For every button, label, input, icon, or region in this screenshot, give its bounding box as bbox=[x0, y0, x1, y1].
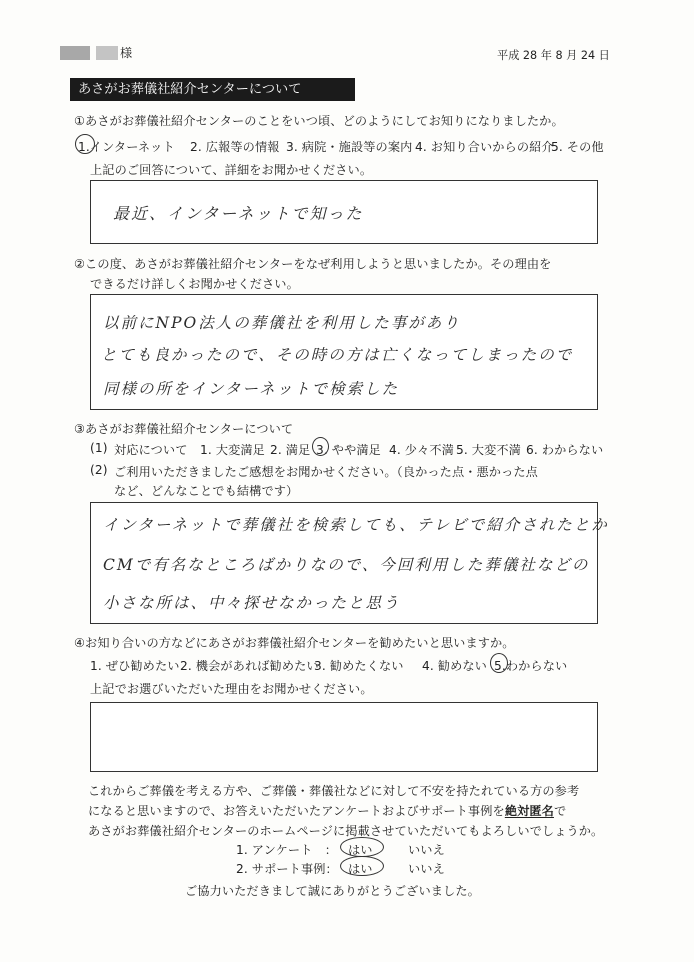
q3-sub1-label: (1) bbox=[90, 441, 108, 455]
q1-followup: 上記のご回答について、詳細をお聞かせください。 bbox=[90, 163, 373, 177]
q3-sub2-line2: など、どんなことでも結構です） bbox=[114, 484, 299, 498]
q3-option-2: 2. 満足 bbox=[270, 443, 311, 457]
q2-answer-box[interactable] bbox=[90, 294, 598, 410]
q3-selected-circle bbox=[312, 437, 329, 456]
q3-option-4: 4. 少々不満 bbox=[389, 443, 454, 457]
q1-option-4: 4. お知り合いからの紹介 bbox=[415, 140, 554, 154]
closing-line3: あさがお葬儀社紹介センターのホームページに掲載させていただいてもよろしいでしょうか。 bbox=[88, 824, 604, 838]
q1-question: ①あさがお葬儀社紹介センターのことをいつ頃、どのようにしてお知りになりましたか。 bbox=[74, 114, 564, 128]
q4-option-4: 4. 勧めない bbox=[422, 659, 487, 673]
consent-anket-yes[interactable]: はい bbox=[348, 843, 373, 857]
closing-line2 bbox=[88, 802, 566, 819]
consent-anket-circle bbox=[340, 837, 384, 857]
q1-option-3: 3. 病院・施設等の案内 bbox=[286, 140, 413, 154]
closing-line1: これからご葬儀を考える方や、ご葬儀・葬儀社などに対して不安を持たれている方の参考 bbox=[88, 784, 580, 798]
q3-option-3: 3. やや満足 bbox=[316, 443, 381, 457]
q1-option-1: 1.インターネット bbox=[78, 140, 175, 154]
consent-anket-no[interactable]: いいえ bbox=[408, 843, 445, 857]
q4-answer-box[interactable] bbox=[90, 702, 598, 772]
q1-answer-text: 最近、インターネットで知った bbox=[113, 204, 364, 223]
section-title: あさがお葬儀社紹介センターについて bbox=[70, 78, 355, 101]
closing-line2-a: になると思いますので、お答えいただいたアンケートおよびサポート事例を bbox=[88, 804, 505, 818]
q2-answer-line: とても良かったので、その時の方は亡くなってしまったので bbox=[101, 346, 574, 364]
redacted-name-part bbox=[96, 46, 118, 60]
q3-option-1: 1. 大変満足 bbox=[200, 443, 265, 457]
q3-option-5: 5. 大変不満 bbox=[456, 443, 521, 457]
closing-anonymous: 絶対匿名 bbox=[504, 804, 554, 818]
consent-support-label: 2. サポート事例： bbox=[236, 862, 338, 876]
q4-option-5: 5.わからない bbox=[494, 659, 568, 673]
q2-question-line2: できるだけ詳しくお聞かせください。 bbox=[90, 277, 299, 291]
consent-anket-label: 1. アンケート ： bbox=[236, 843, 338, 857]
q3-answer-line: 小さな所は、中々探せなかったと思う bbox=[103, 594, 401, 612]
q2-question-line1: ②この度、あさがお葬儀社紹介センターをなぜ利用しようと思いましたか。その理由を bbox=[74, 257, 552, 271]
name-suffix: 様 bbox=[120, 46, 133, 60]
q4-option-2: 2. 機会があれば勧めたい bbox=[180, 659, 319, 673]
q4-option-3: 3. 勧めたくない bbox=[314, 659, 404, 673]
q1-option-2: 2. 広報等の情報 bbox=[190, 140, 280, 154]
q1-option-5: 5. その他 bbox=[551, 140, 604, 154]
thanks-message: ご協力いただきまして誠にありがとうございました。 bbox=[185, 884, 480, 898]
q2-answer-line: 同様の所をインターネットで検索した bbox=[103, 380, 400, 398]
q1-answer-box[interactable] bbox=[90, 180, 598, 244]
date: 平成 28 年 8 月 24 日 bbox=[497, 49, 610, 62]
q3-title: ③あさがお葬儀社紹介センターについて bbox=[74, 422, 294, 436]
consent-support-no[interactable]: いいえ bbox=[408, 862, 445, 876]
q3-sub2-line1: ご利用いただきましたご感想をお聞かせください。（良かった点・悪かった点 bbox=[114, 465, 538, 479]
q3-sub1-text: 対応について bbox=[114, 443, 188, 457]
q3-answer-line: インターネットで葬儀社を検索しても、テレビで紹介されたとか bbox=[103, 516, 609, 534]
q3-answer-line: CMで有名なところばかりなので、今回利用した葬儀社などの bbox=[103, 556, 590, 574]
q4-question: ④お知り合いの方などにあさがお葬儀社紹介センターを勧めたいと思いますか。 bbox=[74, 636, 515, 650]
q3-answer-box[interactable] bbox=[90, 502, 609, 624]
redacted-name-part bbox=[60, 46, 90, 60]
q3-option-6: 6. わからない bbox=[526, 443, 604, 457]
q4-selected-circle bbox=[490, 653, 508, 673]
consent-support-yes[interactable]: はい bbox=[348, 862, 373, 876]
q3-sub2-label: (2) bbox=[90, 463, 108, 477]
q4-followup: 上記でお選びいただいた理由をお聞かせください。 bbox=[90, 682, 373, 696]
q2-answer-line: 以前にNPO法人の葬儀社を利用した事があり bbox=[103, 314, 461, 332]
consent-support-circle bbox=[340, 856, 384, 876]
q4-option-1: 1. ぜひ勧めたい bbox=[90, 659, 180, 673]
closing-line2-c: で bbox=[553, 804, 567, 818]
q1-selected-circle bbox=[75, 134, 95, 154]
